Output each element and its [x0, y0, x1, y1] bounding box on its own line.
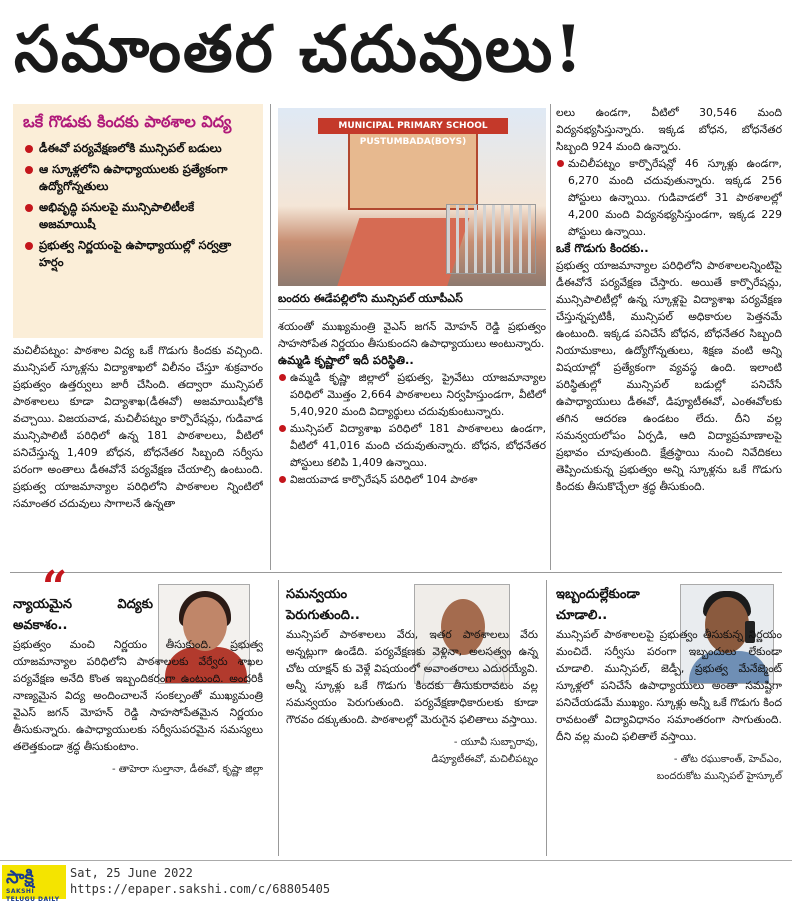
opinion-heading: ఇబ్బందుల్లేకుండా చూడాలి.. [556, 587, 640, 623]
section-divider [10, 572, 782, 573]
opinion-body: మున్సిపల్ పాఠశాలలు వేరు, ఇతర పాఠశాలలు వేరు అన్నట్లుగా ఉండేది. పర్యవేక్షణకు వెళ్లినా, అలసత్వం ఉన్న చోట యాక్షన్ కు వెళ్లే విషయంలో అవాంతరాలు ఎదురయ్యేవి. అన్నీ స్కూళ్లు ఒకే గొడుగు కిందకు తీసుకురావటం వల్ల సమన్వయం పెరుగుతుంది. పర్యవేక్షణాధికారులకు కూడా గౌరవం దక్కుతుంది. పాఠశాలల్లో మెరుగైన ఫలితాలు వస్తాయి. [286, 628, 538, 726]
highlights-list [23, 140, 253, 271]
column-divider [270, 104, 271, 570]
opinion-divider [546, 580, 547, 856]
article-paragraph: శయంతో ముఖ్యమంత్రి వైఎస్ జగన్ మోహన్ రెడ్డి ప్రభుత్వం సాహసోపేత నిర్ణయం తీసుకుందని ఉపాధ్యాయులు అంటున్నారు. [278, 320, 546, 350]
column-divider [550, 104, 551, 570]
opinion-1 [13, 594, 263, 856]
article-bullet: మున్సిపల్ విద్యాశాఖ పరిధిలో 181 పాఠశాలలు ఉండగా, వీటిలో 41,016 మంది చదువుతున్నారు. బోధన, బోధనేతర పోస్టులు కలిపి 1,409 ఉన్నాయి. [278, 420, 546, 471]
opinion-3 [556, 584, 782, 856]
highlights-box [13, 104, 263, 338]
opinion-signature: - యూవీ సుబ్బారావు, [453, 737, 538, 748]
article-column-1 [13, 342, 263, 568]
headline: సమాంతర చదువులు! [14, 12, 585, 87]
footer-date: Sat, 25 June 2022 [70, 866, 193, 880]
article-bullet: విజయవాడ కార్పొరేషన్ పరిధిలో 104 పాఠశా [278, 471, 546, 488]
opinion-body: మున్సిపల్ పాఠశాలలపై ప్రభుత్వం తీసుకున్న నిర్ణయం మంచిదే. సర్వీసు పరంగా ఇబ్బందులు లేకుండా చూడాలి. మున్సిపల్, జెడ్పీ, ప్రభుత్వ మేనేజ్మెంట్ స్కూళ్లలో పనిచేసే ఉపాధ్యాయులు అంతా సమష్టిగా పనిచేయడమే ముఖ్యం. స్కూళ్లు అన్నీ ఒకే గొడుగు కింద రావటంతో విద్యావిధానం సమాంతరంగా సాగుతుంది. దీని వల్ల మంచి ఫలితాలే వస్తాయి. [556, 628, 782, 743]
article-column-2 [278, 318, 546, 568]
article-column-3 [556, 104, 782, 568]
photo-caption: బందరు ఈడేపల్లిలోని మున్సిపల్ యూపీఎస్ [278, 288, 546, 310]
footer-url[interactable]: https://epaper.sakshi.com/c/68805405 [70, 882, 331, 896]
article-subheading: ఒకే గొడుగు కిందకు.. [556, 241, 649, 255]
article-subheading: ఉమ్మడి కృష్ణాలో ఇదీ పరిస్థితి.. [278, 353, 414, 367]
photo-sign: MUNICIPAL PRIMARY SCHOOL PUSTUMBADA(BOYS) [318, 118, 508, 134]
opinion-heading: సమన్వయం పెరుగుతుంది.. [286, 587, 360, 623]
opinion-signature: బందరుకోట మున్సిపల్ హైస్కూల్ [656, 771, 782, 782]
footer [0, 860, 792, 901]
opinion-signature: - తాహెరా సుల్తానా, డీఈవో, కృష్ణా జిల్లా [112, 764, 263, 775]
photo-gate [446, 204, 536, 274]
highlight-item: డీఈవో పర్యవేక్షణలోకి మున్సిపల్ బడులు [23, 140, 253, 157]
quote-mark-icon: “ [42, 562, 68, 613]
highlight-item: ఆ స్కూళ్లలోని ఉపాధ్యాయులకు ప్రత్యేకంగా ఉద్యోగోన్నతులు [23, 161, 253, 195]
opinion-signature: డిప్యూటీఈవో, మచిలీపట్నం [431, 754, 538, 765]
highlights-title: ఒకే గొడుకు కిందకు పాఠశాల విద్య [23, 112, 232, 131]
opinion-body: ప్రభుత్వం మంచి నిర్ణయం తీసుకుంది. ప్రభుత్వ యాజమాన్యాల పరిధిలోని పాఠశాలలకు వేర్వేరు శాఖల పర్యవేక్షణ అనేది కొంత ఇబ్బందికరంగా ఉంటుంది. అందరికీ నాణ్యమైన విద్య అందించాలనే సంకల్పంతో ముఖ్యమంత్రి వైఎస్ జగన్ మోహన్ రెడ్డి సాహసోపేతమైన నిర్ణయం తీసుకున్నారు. ఉపాధ్యాయులకు సర్వీసుపరమైన సమస్యలు తలెత్తకుండా శ్రద్ధ తీసుకుంటాం. [13, 638, 263, 753]
article-paragraph: లలు ఉండగా, వీటిలో 30,546 మంది విద్యనభ్యసిస్తున్నారు. ఇక్కడ బోధన, బోధనేతర సిబ్బంది 924 మంది ఉన్నారు. [556, 106, 782, 153]
article-bullet: ఉమ్మడి కృష్ణా జిల్లాలో ప్రభుత్వ, ప్రైవేటు యాజమాన్యాల పరిధిలో మొత్తం 2,664 పాఠశాలలు నిర్వహిస్తుండగా, వీటిలో 5,40,920 మంది విద్యార్థులు చదువుకుంటున్నారు. [278, 369, 546, 420]
opinion-divider [278, 580, 279, 856]
school-photo [278, 108, 546, 286]
highlight-item: అభివృద్ధి పనులపై మున్సిపాలిటీలకే అజమాయిషీ [23, 199, 253, 233]
logo-subtext: SAKSHI TELUGU DAILY [6, 888, 60, 901]
highlight-item: ప్రభుత్వ నిర్ణయంపై ఉపాధ్యాయుల్లో సర్వత్రా హర్షం [23, 237, 253, 271]
sakshi-logo[interactable] [2, 865, 66, 899]
article-bullet: మచిలీపట్నం కార్పొరేషన్లో 46 స్కూళ్లు ఉండగా, 6,270 మంది చదువుతున్నారు. ఇక్కడ 256 పోస్టులు ఉన్నాయి. గుడివాడలో 31 పాఠశాలల్లో 4,200 మంది విద్యనభ్యసిస్తుండగా, ఇక్కడ 229 పోస్టులు ఉన్నాయి. [556, 155, 782, 240]
opinion-heading: న్యాయమైన విద్యకు అవకాశం.. [13, 597, 153, 633]
logo-text: సాక్షి [6, 867, 34, 888]
opinion-2 [286, 584, 538, 856]
opinion-signature: - తోట రఘుకాంత్, హెచ్ఎం, [673, 754, 782, 765]
article-paragraph: ప్రభుత్వ యాజమాన్యాల పరిధిలోని పాఠశాలలన్నింటిపై డీఈవోనే పర్యవేక్షణ చేస్తారు. అయితే కార్పొరేషన్లు, మున్సిపాలిటీల్లో ఉన్న స్కూళ్లపై విద్యాశాఖ పర్యవేక్షణ చేస్తున్నప్పటికీ, మున్సిపల్ అధికారుల పెత్తనమే ఉంటుంది. ఇక్కడ పనిచేసే బోధన, బోధనేతర సిబ్బంది నియామకాలు, ఉద్యోగోన్నతులు, శిక్షణ వంటి అన్ని విషయాల్లో ప్రత్యేకంగా వ్యవస్థ ఉంది. ఇలాంటి పరిస్థితుల్లో మున్సిపల్ బడుల్లో పనిచేసే ఉపాధ్యాయులు డీఈవో, డిప్యూటీఈవో, ఎంఈవోలకు తగిన ఆదరణ ఉండటం లేదు. దీని వల్ల సమన్వయలోపం ఏర్పడి, ఆది విద్యాప్రమాణాలపై ప్రభావం చూపుతుంది. క్షేత్రస్థాయి నుంచి నివేదికలు తెప్పించుకున్న ప్రభుత్వం అన్ని స్కూళ్లను ఒకే గొడుగు కిందకు తీసుకొచ్చేలా శ్రద్ధ తీసుకుంది. [556, 259, 782, 493]
article-paragraph: మచిలీపట్నం: పాఠశాల విద్య ఒకే గొడుగు కిందకు వచ్చింది. మున్సిపల్ స్కూళ్లను విద్యాశాఖలో విలీనం చేస్తూ శుక్రవారం ప్రభుత్వం ఉత్తర్వులు జారీ చేసింది. తద్వారా మున్సిపల్ పాఠశాలలు కూడా విద్యాశాఖ(డీఈవో) అజమాయిషీలోకి వచ్చాయి. విజయవాడ, మచిలీపట్నం కార్పొరేషన్లు, గుడివాడ మున్సిపాలిటీ పరిధిలో ఉన్న 181 పాఠశాలలు, వీటిలో పనిచేస్తున్న 1,409 బోధన, బోధనేతర సిబ్బంది సర్వీసు పరంగా అంతాలు డీఈవోనే పర్యవేక్షణ చేయాల్సి ఉంటుంది. ప్రభుత్వ యాజమాన్యాల పరిధిలోని పాఠశాలల న్నింటిలో సమాంతర చదువులు సాగాలనే ఉన్నతా [13, 344, 263, 510]
